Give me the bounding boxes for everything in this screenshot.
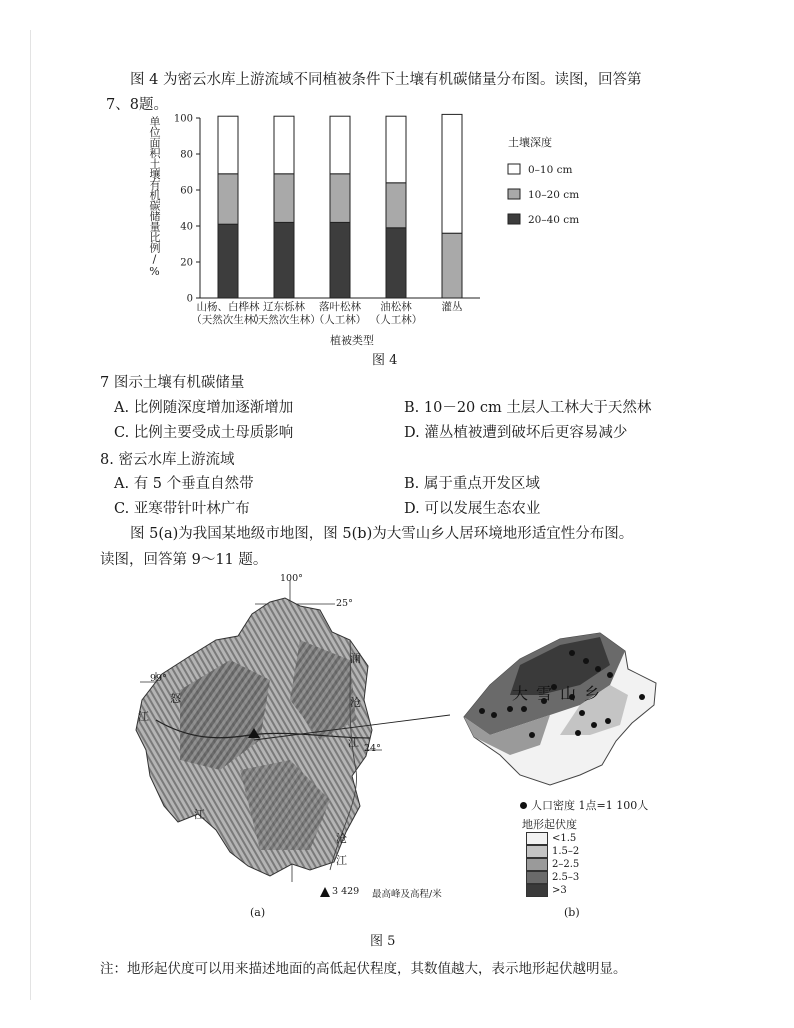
map-a-lon99: 99° <box>150 673 167 684</box>
category-label-line1: 落叶松林 <box>319 301 361 313</box>
legend-label: 20–40 cm <box>528 214 580 226</box>
map-a-river-cang: 沧 <box>350 696 361 709</box>
category-label-line1: 辽东栎林 <box>263 301 305 313</box>
map-a-river-nu-jiang: 江 <box>138 710 149 723</box>
q7-option-b[interactable]: B. 10－20 cm 土层人工林大于天然林 <box>404 400 652 416</box>
map-b-relief-title: 地形起伏度 <box>522 818 577 831</box>
category-label-line1: 灌丛 <box>441 301 463 313</box>
bar-segment <box>330 222 350 298</box>
y-tick-label: 80 <box>180 149 193 161</box>
intro5-line2: 读图，回答第 9～11 题。 <box>100 552 268 568</box>
category-label-line2: （天然次生林） <box>247 314 321 326</box>
relief-label: 2.5–3 <box>552 872 580 883</box>
bar-segment <box>274 174 294 223</box>
bar-segment <box>386 116 406 183</box>
y-tick-label: 100 <box>173 113 193 125</box>
category-label-line2: （人工林） <box>313 314 367 326</box>
q7-option-c[interactable]: C. 比例主要受成土母质影响 <box>114 425 294 441</box>
intro4-line1: 图 4 为密云水库上游流域不同植被条件下土壤有机碳储量分布图。读图，回答第 <box>130 72 642 88</box>
relief-legend-row <box>526 858 579 871</box>
relief-swatch <box>526 845 548 858</box>
map-a-peak-value: 3 429 <box>332 886 360 897</box>
bar-segment <box>330 174 350 223</box>
map-a-lon100: 100° <box>280 573 303 584</box>
q7-option-d[interactable]: D. 灌丛植被遭到破坏后更容易减少 <box>404 425 628 441</box>
category-label <box>412 301 492 314</box>
legend-peak-icon <box>320 887 330 897</box>
q8-option-d[interactable]: D. 可以发展生态农业 <box>404 501 541 517</box>
q8-option-b[interactable]: B. 属于重点开发区域 <box>404 476 540 492</box>
category-label-line2: （天然次生林） <box>191 314 265 326</box>
bar-segment <box>442 114 462 233</box>
map-b-pop-legend: 人口密度 1点=1 100人 <box>531 799 649 812</box>
population-dot-icon <box>520 802 527 809</box>
bar-segment <box>274 116 294 174</box>
bar-segment <box>218 224 238 298</box>
figure5a-map <box>120 570 450 900</box>
y-tick-label: 40 <box>180 221 193 233</box>
map-a-lat24: 24° <box>364 743 381 754</box>
legend-swatch <box>508 189 520 199</box>
relief-swatch <box>526 858 548 871</box>
map-a-river-jiang2: 江 <box>336 854 347 867</box>
y-tick-label: 20 <box>180 257 193 269</box>
relief-legend-row <box>526 845 579 858</box>
chart-y-axis-title: 单位面积土壤有机碳储量比例/% <box>148 116 161 278</box>
figure5b-map <box>460 625 690 805</box>
relief-label: 1.5–2 <box>552 846 580 857</box>
bar-segment <box>386 228 406 298</box>
category-label-line1: 山杨、白桦林 <box>196 301 260 313</box>
relief-label: 2–2.5 <box>552 859 580 870</box>
map-b-place-name: 大雪山乡 <box>512 684 609 703</box>
chart-bars <box>218 114 462 298</box>
bar-segment <box>274 222 294 298</box>
map-a-river-nu: 怒 <box>170 692 181 705</box>
q8-option-c[interactable]: C. 亚寒带针叶林广布 <box>114 501 250 517</box>
figure4-caption: 图 4 <box>372 353 398 368</box>
y-tick-label: 0 <box>186 293 193 305</box>
relief-legend-row <box>526 871 579 884</box>
q8-option-a[interactable]: A. 有 5 个垂直自然带 <box>114 476 254 492</box>
chart-legend <box>508 135 579 226</box>
map-b-relief-legend <box>526 832 579 897</box>
relief-swatch <box>526 832 548 845</box>
bar-segment <box>330 116 350 174</box>
category-label-line1: 油松林 <box>380 301 412 313</box>
figure5-caption: 图 5 <box>370 934 396 949</box>
figure5-note: 注：地形起伏度可以用来描述地面的高低起伏程度，其数值越大，表示地形起伏越明显。 <box>100 961 627 977</box>
map-a-label: (a) <box>250 906 266 919</box>
map-b-pop-legend-row <box>520 797 648 813</box>
legend-title: 土壤深度 <box>508 136 552 149</box>
page-edge-rule <box>30 30 31 1000</box>
map-a-river-cang2: 沧 <box>336 832 347 845</box>
category-label-line2: （人工林） <box>369 314 423 326</box>
y-tick-label: 60 <box>180 185 193 197</box>
bar-segment <box>442 233 462 298</box>
q7-stem: 7 图示土壤有机碳储量 <box>100 375 245 391</box>
intro4-line2: 7、8题。 <box>106 97 168 113</box>
relief-label: >3 <box>552 885 567 896</box>
relief-swatch <box>526 871 548 884</box>
bar-segment <box>218 116 238 174</box>
legend-label: 0–10 cm <box>528 164 573 176</box>
legend-label: 10–20 cm <box>528 189 580 201</box>
map-a-river-mid: 江 <box>194 808 205 821</box>
intro5-line1: 图 5(a)为我国某地级市地图，图 5(b)为大雪山乡人居环境地形适宜性分布图。 <box>130 526 634 542</box>
relief-legend-row <box>526 832 579 845</box>
q7-option-a[interactable]: A. 比例随深度增加逐渐增加 <box>114 400 294 416</box>
legend-swatch <box>508 164 520 174</box>
q8-stem: 8. 密云水库上游流域 <box>100 452 235 468</box>
relief-legend-row <box>526 884 579 897</box>
relief-label: <1.5 <box>552 833 577 844</box>
bar-segment <box>386 183 406 228</box>
map-a-lat25: 25° <box>336 598 353 609</box>
map-a-river-jiang: 江 <box>348 736 359 749</box>
map-a-river-lan: 澜 <box>350 652 361 665</box>
map-a-peak-legend: 最高峰及高程/米 <box>372 889 442 900</box>
relief-swatch <box>526 884 548 897</box>
bar-segment <box>218 174 238 224</box>
map-b-label: (b) <box>564 906 580 919</box>
legend-swatch <box>508 214 520 224</box>
chart-x-axis-title: 植被类型 <box>330 334 374 347</box>
